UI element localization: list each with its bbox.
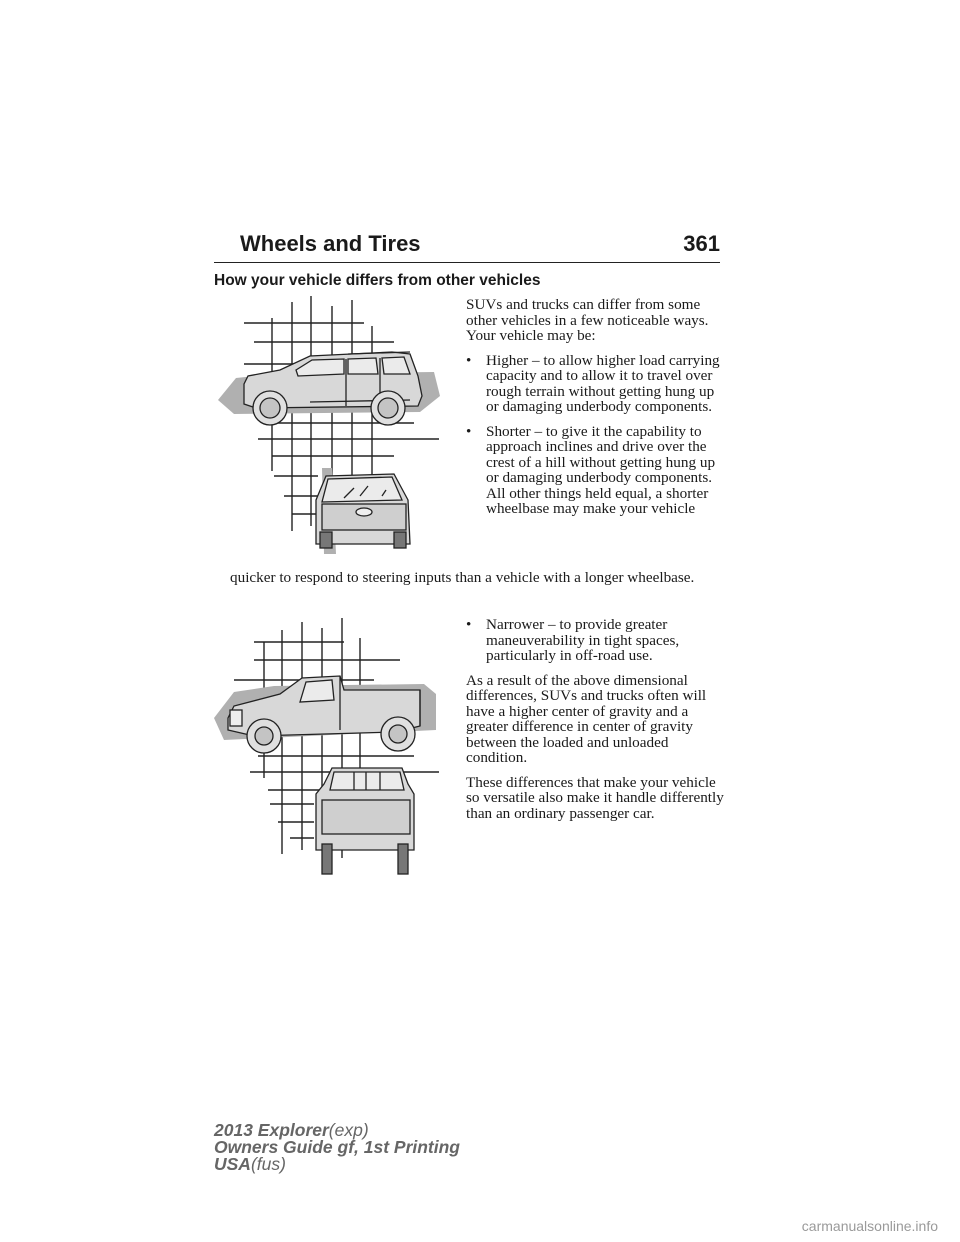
page-footer [214, 1122, 460, 1173]
footer-market-code: (fus) [250, 1154, 286, 1174]
upper-text-column [466, 297, 728, 526]
bullet-marker: • [466, 616, 472, 633]
bullet-text-shorter: Shorter – to give it the capability to approach inclines and drive over the crest of a hill without getting hung up or damaging underbody components. All other things held equal, a shorter wheelbase may make your vehicle [486, 422, 716, 517]
bullet-item-shorter [466, 424, 728, 517]
pickup-truck-illustration [214, 618, 454, 878]
bullet-text-narrower: Narrower – to provide greater maneuverability in tight spaces, particularly in off-road use. [486, 616, 680, 664]
bullet-item-narrower [466, 617, 728, 664]
bullet-text-higher: Higher – to allow higher load carrying capacity and to allow it to travel over rough terrain without getting hung up or damaging underbody components. [486, 351, 720, 415]
section-title: Wheels and Tires [240, 231, 421, 256]
footer-line-market [214, 1156, 460, 1173]
bullet-text-shorter-continued: quicker to respond to steering inputs than a vehicle with a longer wheelbase. [230, 569, 695, 586]
footer-market: USA [214, 1154, 251, 1174]
intro-paragraph: SUVs and trucks can differ from some other vehicles in a few noticeable ways. Your vehicle may be: [466, 296, 709, 344]
bullet-marker: • [466, 351, 472, 369]
section-heading: How your vehicle differs from other vehicles [214, 272, 541, 289]
lower-text-column [466, 617, 728, 830]
footer-model-code: (exp) [328, 1120, 369, 1140]
bullet-item-higher [466, 353, 728, 415]
pickup-rear [316, 768, 414, 874]
bullet-marker: • [466, 422, 472, 440]
watermark: carmanualsonline.info [801, 1218, 938, 1234]
footer-model: 2013 Explorer [214, 1120, 329, 1140]
footer-guide: Owners Guide gf, 1st Printing [214, 1137, 460, 1157]
page-number: 361 [683, 231, 720, 256]
suv-side [244, 352, 422, 425]
suv-rear [316, 474, 410, 548]
differences-paragraph: These differences that make your vehicle so versatile also make it handle differently than an ordinary passenger car. [466, 773, 724, 822]
result-paragraph: As a result of the above dimensional differences, SUVs and trucks often will have a higher center of gravity and a greater difference in center of gravity between the loaded and unloaded condition. [466, 671, 707, 766]
suv-illustration [214, 296, 454, 554]
